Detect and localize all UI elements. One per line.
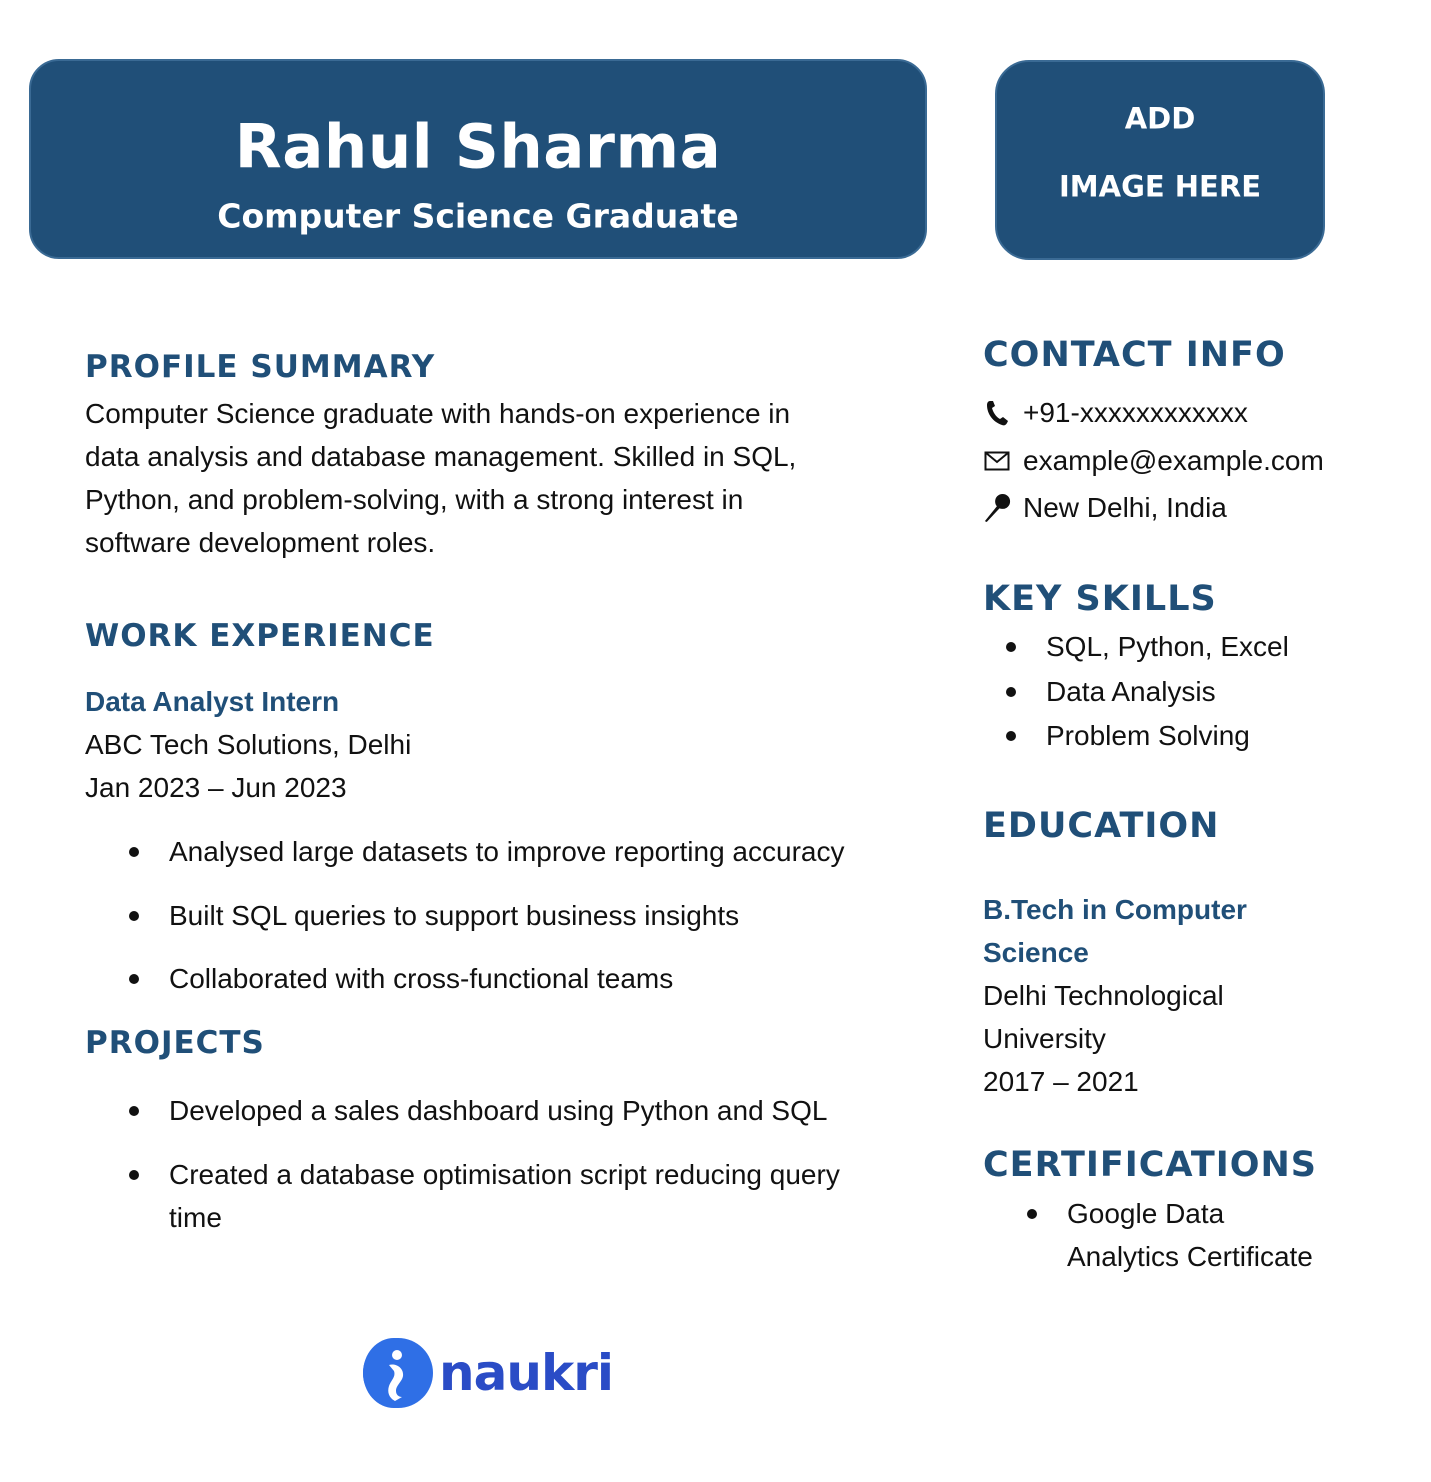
profile-summary-line: data analysis and database management. Skilled in SQL, [85,441,797,472]
list-item-text: SQL, Python, Excel [1046,631,1289,662]
profile-summary-heading: PROFILE SUMMARY [85,349,436,385]
contact-location [983,488,1227,528]
candidate-title: Computer Science Graduate [217,196,739,236]
education-institution: University [983,1023,1106,1054]
bullet-dot [129,974,139,984]
certifications-heading: CERTIFICATIONS [983,1145,1318,1185]
bullet-dot [1027,1209,1037,1219]
list-item [169,1153,840,1239]
key-skills-heading: KEY SKILLS [983,579,1217,619]
list-item-text: Google Data [1067,1198,1225,1229]
work-experience-heading: WORK EXPERIENCE [85,618,435,654]
location-value: New Delhi, India [1023,492,1227,523]
list-item [169,830,844,873]
mail-icon [983,447,1011,475]
map-pin-icon [983,494,1011,522]
list-item [169,894,739,937]
bullet-dot [129,1170,139,1180]
image-placeholder-line-1: ADD [1124,101,1196,136]
list-item-text: Built SQL queries to support business insights [169,900,740,931]
education-degree: B.Tech in Computer [983,894,1247,925]
list-item [1046,670,1216,713]
list-item [1046,625,1289,668]
list-item-text: Collaborated with cross-functional teams [169,963,674,994]
list-item [169,1089,827,1132]
list-item-text: Data Analysis [1046,676,1216,707]
phone-icon [983,399,1011,427]
email-value[interactable]: example@example.com [1023,445,1324,476]
name-banner [29,59,927,259]
list-item-text: Analysed large datasets to improve reporting accuracy [169,836,845,867]
list-item-text: Problem Solving [1046,720,1250,751]
naukri-logo-text: naukri [439,1344,613,1402]
bullet-dot [129,847,139,857]
bullet-dot [129,1106,139,1116]
list-item-text: Created a database optimisation script reducing query [169,1159,840,1190]
education-heading: EDUCATION [983,806,1220,846]
list-item-text: Developed a sales dashboard using Python and SQL [169,1095,828,1126]
image-placeholder-line-2: IMAGE HERE [1058,169,1262,204]
job-role: Data Analyst Intern [85,686,340,717]
education-years: 2017 – 2021 [983,1066,1139,1097]
phone-value[interactable]: +91-xxxxxxxxxxxx [1023,397,1248,428]
job-dates: Jan 2023 – Jun 2023 [85,772,347,803]
list-item [1046,714,1250,757]
education-degree: Science [983,937,1089,968]
job-company: ABC Tech Solutions, Delhi [85,729,412,760]
naukri-logo [363,1336,613,1410]
profile-summary-line: software development roles. [85,527,436,558]
image-placeholder[interactable] [995,60,1325,260]
bullet-dot [1006,642,1016,652]
list-item-text: time [169,1202,222,1233]
list-item [1067,1192,1313,1278]
contact-phone [983,393,1248,433]
bullet-dot [1006,687,1016,697]
list-item-text: Analytics Certificate [1067,1241,1313,1272]
profile-summary-line: Python, and problem-solving, with a strong interest in [85,484,744,515]
projects-heading: PROJECTS [85,1025,265,1061]
contact-email [983,441,1324,481]
contact-info-heading: CONTACT INFO [983,335,1286,375]
candidate-name: Rahul Sharma [234,111,722,183]
list-item [169,957,673,1000]
bullet-dot [129,911,139,921]
profile-summary-line: Computer Science graduate with hands-on experience in [85,398,791,429]
education-institution: Delhi Technological [983,980,1224,1011]
naukri-logo-icon [363,1338,425,1408]
bullet-dot [1006,731,1016,741]
